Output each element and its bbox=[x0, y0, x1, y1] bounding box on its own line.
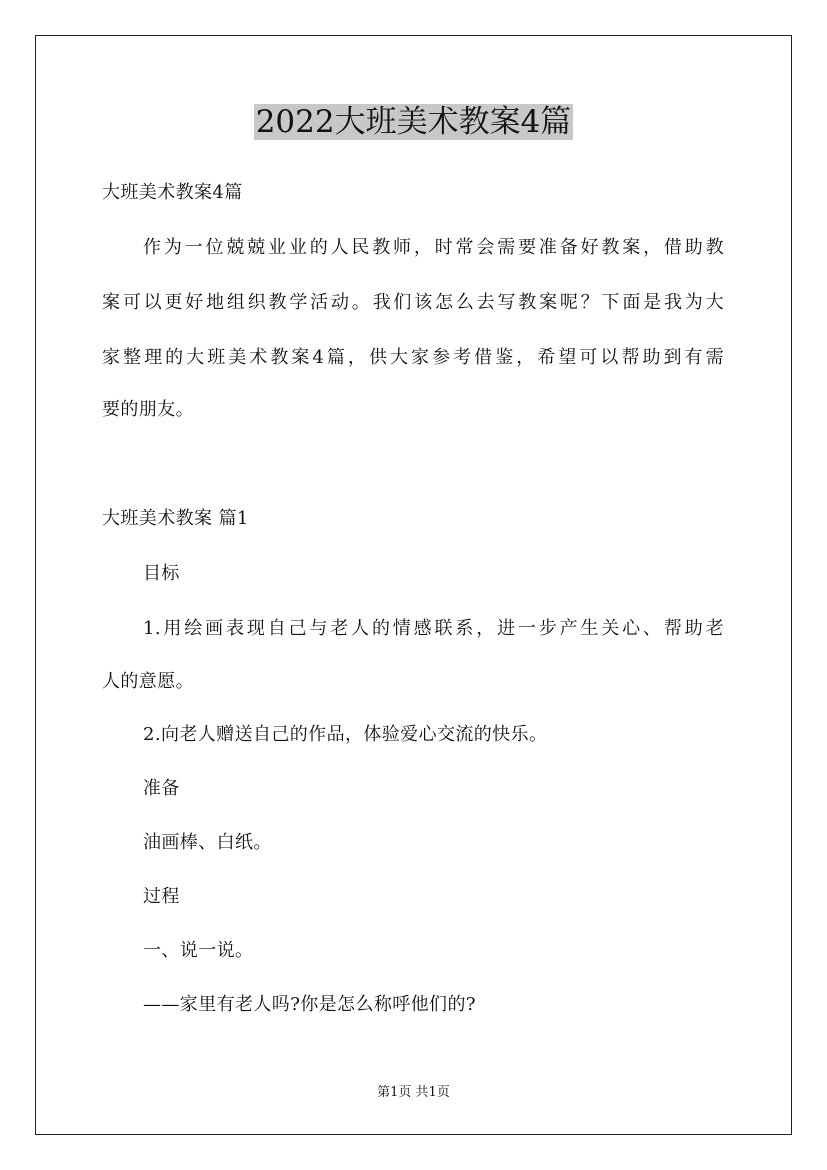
prep-text: 油画棒、白纸。 bbox=[143, 832, 272, 853]
goal-2: 2.向老人赠送自己的作品，体验爱心交流的快乐。 bbox=[143, 724, 548, 745]
intro-line-3: 家整理的大班美术教案4篇，供大家参考借鉴，希望可以帮助到有需 bbox=[102, 347, 724, 368]
document-title-text: 2022大班美术教案4篇 bbox=[255, 104, 572, 140]
goal-1-line-2: 人的意愿。 bbox=[102, 671, 194, 692]
document-title bbox=[0, 100, 827, 144]
question-line: ——家里有老人吗?你是怎么称呼他们的? bbox=[143, 994, 476, 1015]
prep-label: 准备 bbox=[143, 778, 180, 799]
intro-line-4: 要的朋友。 bbox=[102, 399, 194, 420]
goal-label: 目标 bbox=[143, 563, 180, 584]
document-subtitle: 大班美术教案4篇 bbox=[102, 182, 243, 203]
intro-line-1: 作为一位兢兢业业的人民教师，时常会需要准备好教案，借助教 bbox=[143, 237, 724, 258]
goal-1-line-1: 1.用绘画表现自己与老人的情感联系，进一步产生关心、帮助老 bbox=[143, 618, 724, 639]
page-footer: 第1页 共1页 bbox=[377, 1085, 450, 1100]
section-heading: 大班美术教案 篇1 bbox=[102, 508, 249, 529]
intro-line-2: 案可以更好地组织教学活动。我们该怎么去写教案呢？下面是我为大 bbox=[102, 292, 724, 313]
step-1: 一、说一说。 bbox=[143, 940, 254, 961]
process-label: 过程 bbox=[143, 886, 180, 907]
